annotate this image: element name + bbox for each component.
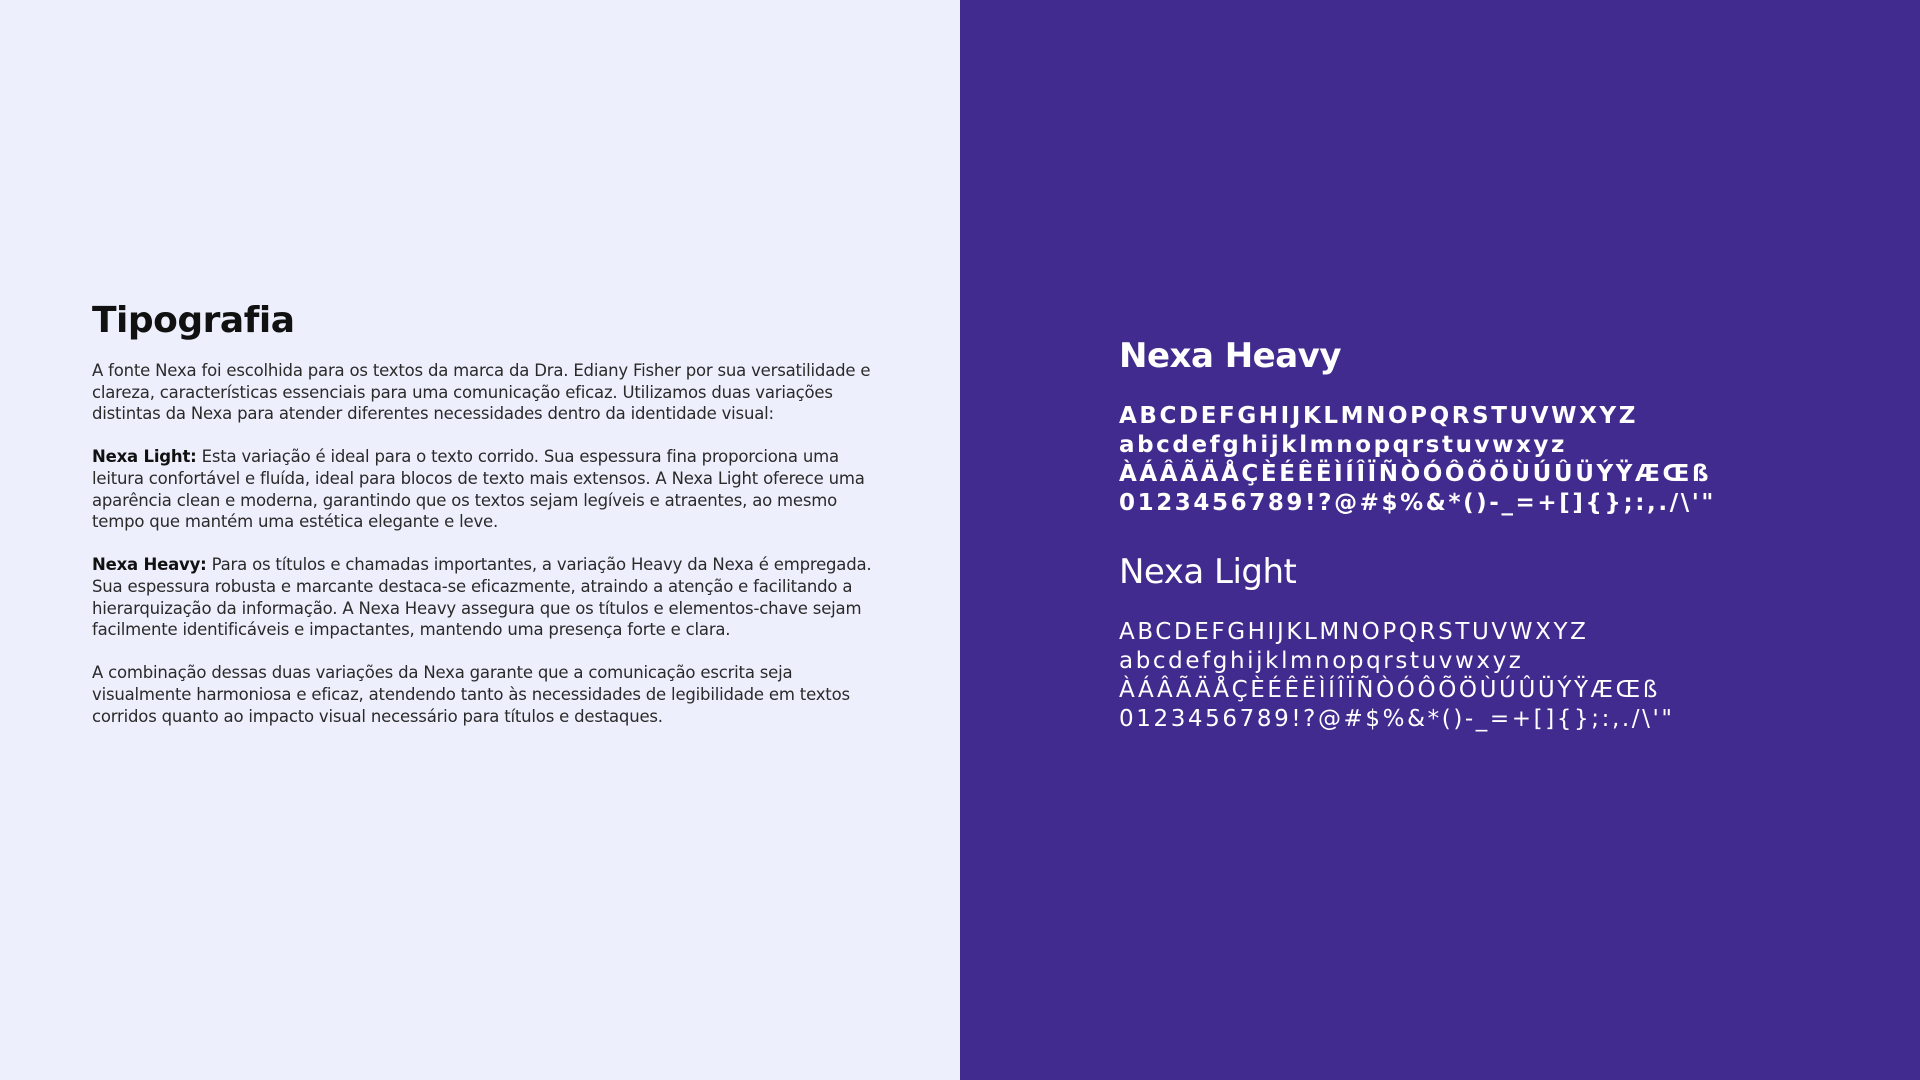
light-label: Nexa Light: <box>92 447 197 467</box>
heavy-accented: ÀÁÂÃÄÅÇÈÉÊËÌÍÎÏÑÒÓÔÕÖÙÚÛÜÝŸÆŒß <box>1119 461 1712 487</box>
light-accented: ÀÁÂÃÄÅÇÈÉÊËÌÍÎÏÑÒÓÔÕÖÙÚÛÜÝŸÆŒß <box>1119 677 1660 703</box>
heavy-paragraph <box>92 554 872 640</box>
light-paragraph <box>92 446 872 532</box>
body-text <box>92 360 872 749</box>
heavy-numbers-symbols: 0123456789!?@#$%&*()-_=+[]{};:,./\'" <box>1119 490 1716 516</box>
conclusion-paragraph: A combinação dessas duas variações da Nexa garante que a comunicação escrita seja visualmente harmoniosa e eficaz, atendendo tanto às necessidades de legibilidade em textos corridos quanto ao impacto visual necessário para títulos e destaques. <box>92 663 850 726</box>
light-numbers-symbols: 0123456789!?@#$%&*()-_=+[]{};:,./\'" <box>1119 706 1675 732</box>
intro-paragraph: A fonte Nexa foi escolhida para os textos da marca da Dra. Ediany Fisher por sua versatilidade e clareza, características essenciais para uma comunicação eficaz. Utilizamos duas variações distintas da Nexa para atender diferentes necessidades dentro da identidade visual: <box>92 361 871 424</box>
specimen-panel <box>960 0 1920 1080</box>
heavy-uppercase: ABCDEFGHIJKLMNOPQRSTUVWXYZ <box>1119 403 1639 429</box>
light-font-name: Nexa Light <box>1119 552 1297 592</box>
heavy-lowercase: abcdefghijklmnopqrstuvwxyz <box>1119 432 1567 458</box>
heavy-glyph-specimen <box>1119 402 1899 518</box>
light-description: Esta variação é ideal para o texto corrido. Sua espessura fina proporciona uma leitura confortável e fluída, ideal para blocos de texto mais extensos. A Nexa Light oferece uma aparência clean e moderna, garantindo que os textos sejam legíveis e atraentes, ao mesmo tempo que mantém uma estética elegante e leve. <box>92 447 865 532</box>
light-uppercase: ABCDEFGHIJKLMNOPQRSTUVWXYZ <box>1119 619 1589 645</box>
heavy-label: Nexa Heavy: <box>92 555 207 575</box>
light-glyph-specimen <box>1119 618 1899 734</box>
heavy-font-name: Nexa Heavy <box>1119 336 1342 376</box>
page-title: Tipografia <box>92 300 295 341</box>
heavy-description: Para os títulos e chamadas importantes, a variação Heavy da Nexa é empregada. Sua espessura robusta e marcante destaca-se eficazmente, atraindo a atenção e facilitando a hierarquização da informação. A Nexa Heavy assegura que os títulos e elementos-chave sejam facilmente identificáveis e impactantes, mantendo uma presença forte e clara. <box>92 555 872 640</box>
light-lowercase: abcdefghijklmnopqrstuvwxyz <box>1119 648 1524 674</box>
